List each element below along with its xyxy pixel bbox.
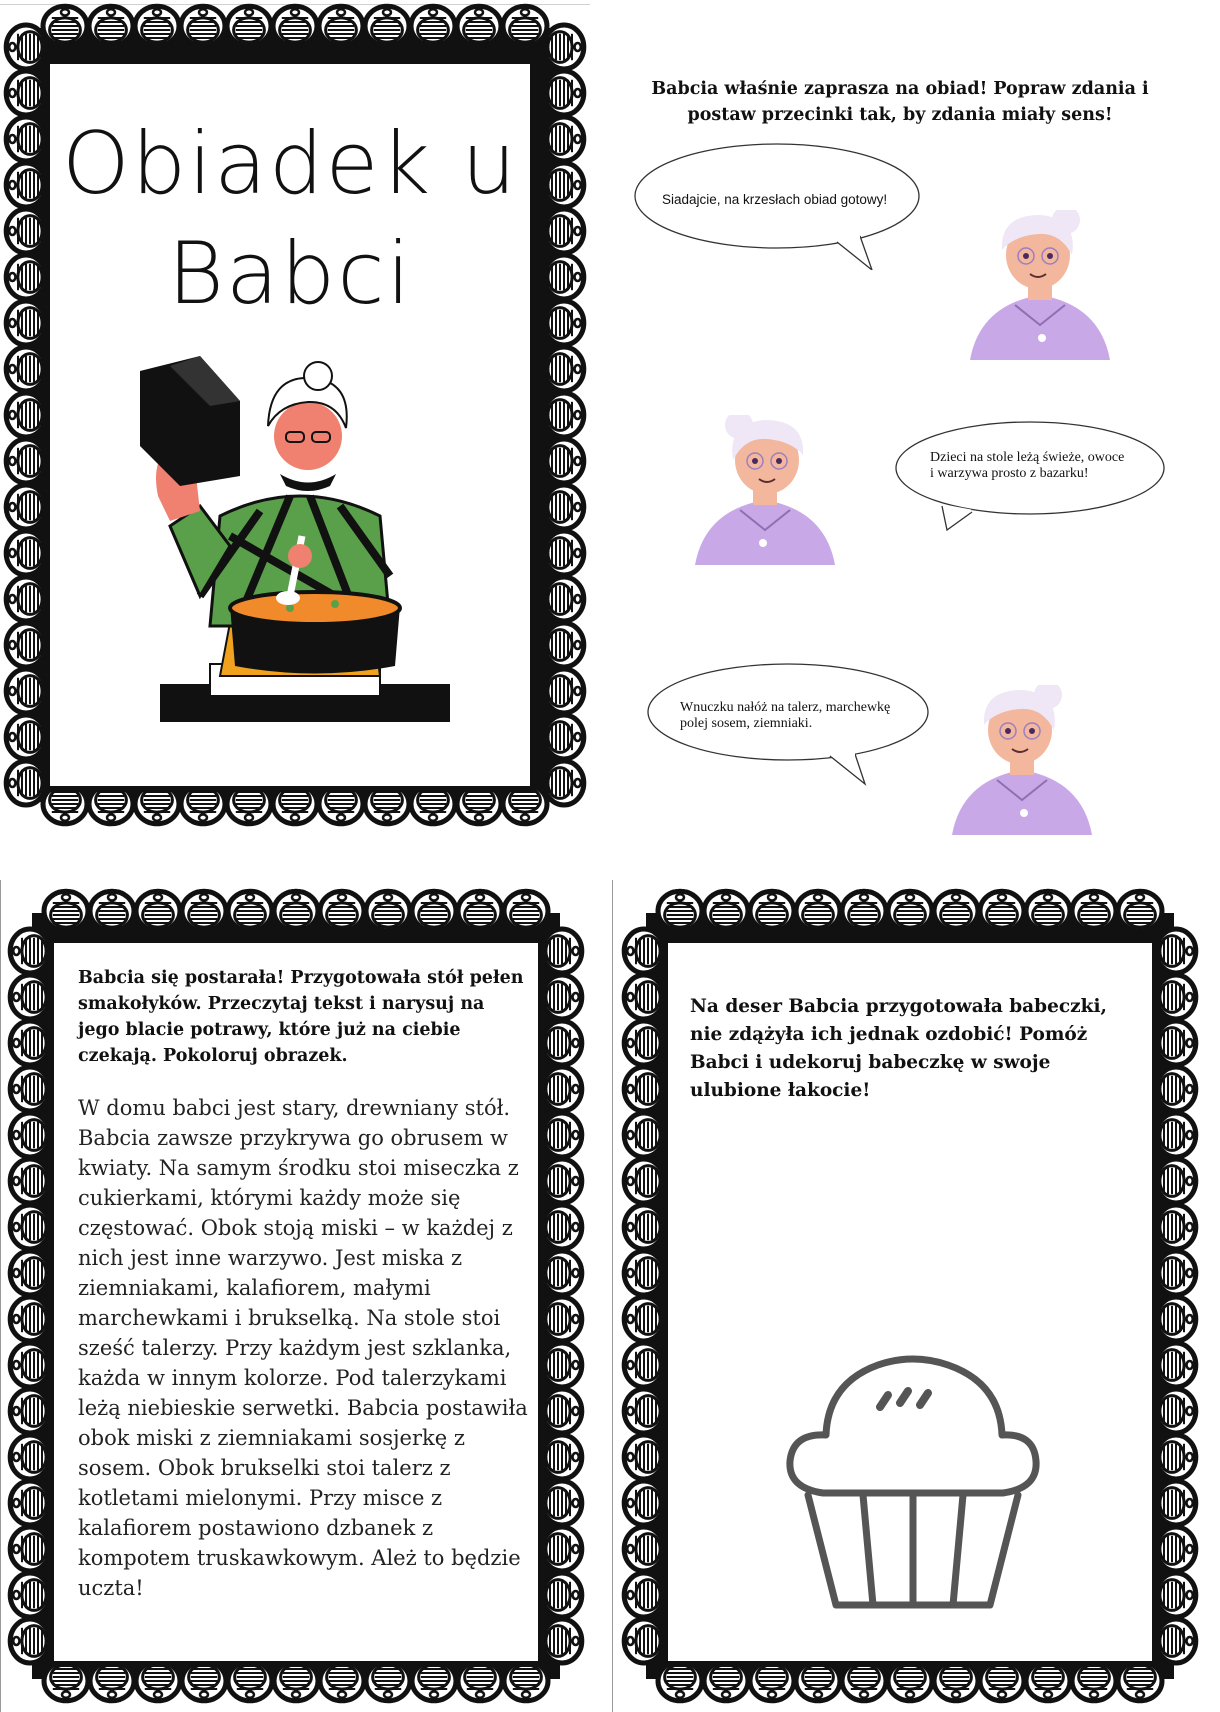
table-story-page: [4, 885, 588, 1707]
grandma-cooking-illustration: [140, 346, 480, 726]
grandma-portrait-icon: [942, 685, 1102, 835]
dessert-instruction: Na deser Babcia przygotowała babeczki, nie zdążyła ich jednak ozdobić! Pomóż Babci i udekoruj babeczkę w swoje ulubione łakocie!: [690, 996, 1107, 1101]
grandma-portrait-icon: [685, 415, 845, 565]
dessert-inner-card: [662, 937, 1158, 1667]
speech-bubble-text-3: Wnuczku nałóż na talerz, marchewkę polej sosem, ziemniaki.: [680, 700, 891, 731]
speech-bubble-text-2: Dzieci na stole leżą świeże, owoce i warzywa prosto z bazarku!: [930, 450, 1125, 481]
grandma-portrait-icon: [960, 210, 1120, 360]
cover-inner-card: [44, 58, 536, 792]
dessert-page: [618, 885, 1202, 1707]
speech-bubble-text-1: Siadajcie, na krzesłach obiad gotowy!: [662, 192, 888, 207]
left-edge: [0, 880, 1, 1712]
table-story-instruction: Babcia się postarała! Przygotowała stół pełen smakołyków. Przeczytaj tekst i narysuj na jego blacie potrawy, które już na ciebie czekają. Pokoloruj obrazek.: [78, 968, 524, 1066]
dialog-instruction: Babcia właśnie zaprasza na obiad! Popraw zdania i postaw przecinki tak, by zdania miały sens!: [651, 79, 1149, 125]
table-story-text: W domu babci jest stary, drewniany stół. Babcia zawsze przykrywa go obrusem w kwiaty. Na samym środku stoi miseczka z cukierkami, którymi każdy może się częstować. Obok stoją miski – w każdej z nich jest inne warzywo. Jest miska z ziemniakami, kalafiorem, małymi marchewkami i brukselką. Na stole stoi sześć talerzy. Przy każdym jest szklanka, każda w innym kolorze. Pod talerzykami leżą niebieskie serwetki. Babcia postawiła obok miski z ziemniakami sosjerkę z sosem. Obok brukselki stoi talerz z kotletami mielonymi. Przy misce z kalafiorem postawiono dzbanek z kompotem truskawkowym. Ależ to będzie uczta!: [78, 1096, 528, 1600]
table-story-inner-card: [48, 937, 544, 1667]
cover-page: [0, 0, 590, 830]
cover-title-line2: Babci: [167, 224, 413, 324]
cover-title-line1: Obiadek u: [61, 114, 519, 214]
cupcake-outline-icon: [768, 1343, 1058, 1613]
page-divider: [612, 880, 613, 1712]
dialog-page: [620, 0, 1220, 850]
